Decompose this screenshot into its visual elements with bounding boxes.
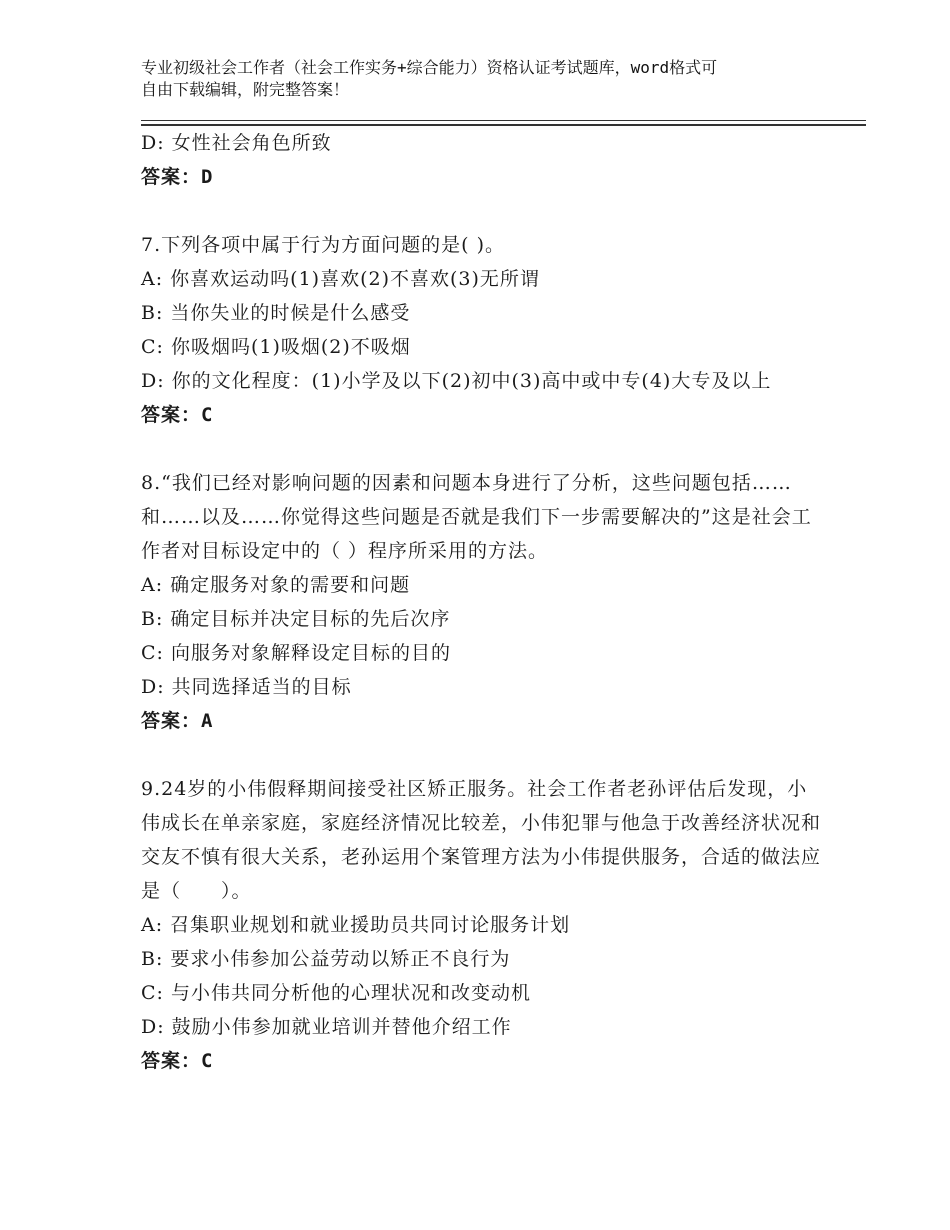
question-7-answer: 答案：C: [141, 404, 214, 426]
question-8-option-a: A: 确定服务对象的需要和问题: [141, 574, 411, 596]
question-9-answer: 答案：C: [141, 1050, 214, 1072]
header-rule-thin: [141, 120, 866, 121]
question-8-option-b: B: 确定目标并决定目标的先后次序: [141, 608, 451, 630]
question-6-answer: 答案：D: [141, 166, 214, 188]
question-9-option-b: B: 要求小伟参加公益劳动以矫正不良行为: [141, 948, 511, 970]
question-9-option-c: C: 与小伟共同分析他的心理状况和改变动机: [141, 982, 531, 1004]
question-9-option-d: D: 鼓励小伟参加就业培训并替他介绍工作: [141, 1016, 512, 1038]
question-8: [141, 466, 821, 738]
question-6-option-d: D: 女性社会角色所致: [141, 132, 332, 154]
question-8-stem: 8.“我们已经对影响问题的因素和问题本身进行了分析，这些问题包括……和……以及……你觉得这些问题是否就是我们下一步需要解决的”这是社会工作者对目标设定中的（ ）程序所采用的方法。: [141, 472, 812, 562]
question-8-answer: 答案：A: [141, 710, 214, 732]
question-9-stem: 9.24岁的小伟假释期间接受社区矫正服务。社会工作者老孙评估后发现，小伟成长在单亲家庭，家庭经济情况比较差，小伟犯罪与他急于改善经济状况和交友不慎有很大关系，老孙运用个案管理方法为小伟提供服务，合适的做法应是（ ）。: [141, 778, 822, 902]
question-7-stem: 7.下列各项中属于行为方面问题的是( )。: [141, 234, 505, 256]
question-9-option-a: A: 召集职业规划和就业援助员共同讨论服务计划: [141, 914, 571, 936]
spacer: [141, 432, 821, 466]
question-9: [141, 772, 821, 1078]
question-7-option-d: D: 你的文化程度：(1)小学及以下(2)初中(3)高中或中专(4)大专及以上: [141, 370, 772, 392]
header-line-1: 专业初级社会工作者（社会工作实务+综合能力）资格认证考试题库，word格式可: [141, 58, 718, 77]
question-8-option-c: C: 向服务对象解释设定目标的目的: [141, 642, 451, 664]
question-7: [141, 228, 821, 432]
question-6-tail: [141, 126, 821, 194]
question-7-option-c: C: 你吸烟吗(1)吸烟(2)不吸烟: [141, 336, 411, 358]
spacer: [141, 194, 821, 228]
document-header: [141, 57, 821, 101]
question-7-option-b: B: 当你失业的时候是什么感受: [141, 302, 411, 324]
question-content: [141, 126, 821, 1078]
header-line-2: 自由下载编辑，附完整答案！: [141, 80, 350, 99]
question-8-option-d: D: 共同选择适当的目标: [141, 676, 352, 698]
question-7-option-a: A: 你喜欢运动吗(1)喜欢(2)不喜欢(3)无所谓: [141, 268, 540, 290]
spacer: [141, 738, 821, 772]
